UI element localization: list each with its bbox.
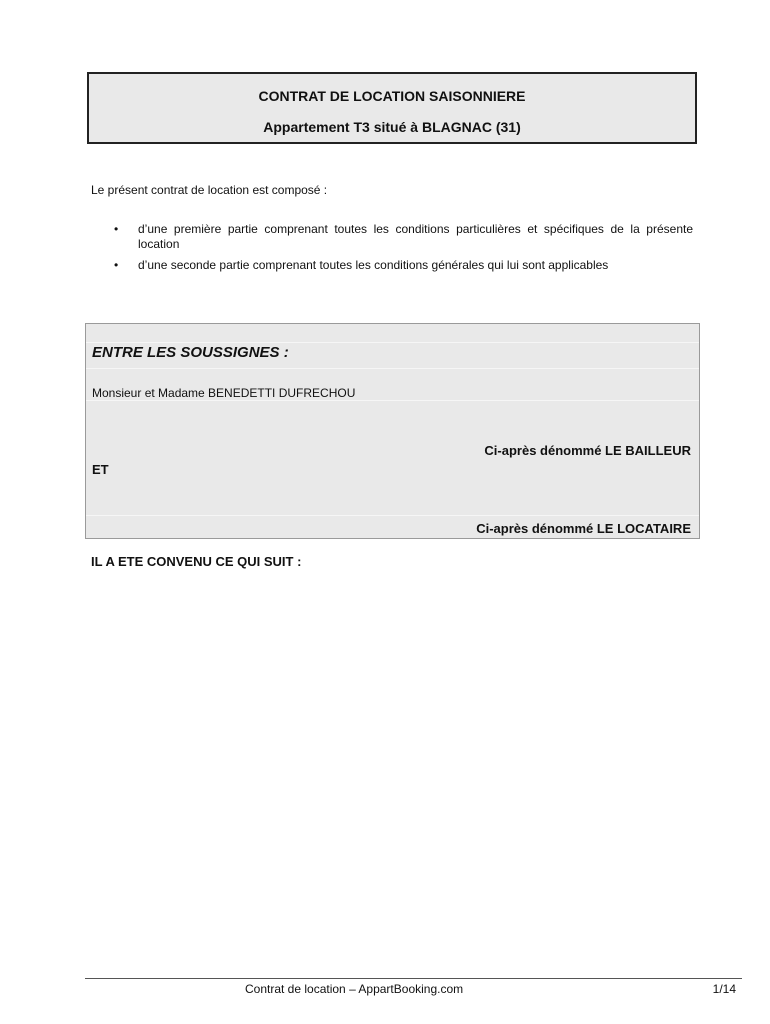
intro-text: Le présent contrat de location est composé : [91,183,328,197]
contract-subtitle: Appartement T3 situé à BLAGNAC (31) [263,119,521,135]
parties-box [85,323,700,539]
bullet-icon: • [114,258,119,272]
composition-list [91,222,693,279]
footer-text: Contrat de location – AppartBooking.com [245,982,464,996]
list-item-text: d’une seconde partie comprenant toutes les conditions générales qui lui sont applicables [138,258,609,272]
bailleur-names: Monsieur et Madame BENEDETTI DUFRECHOU [92,386,356,400]
contract-title: CONTRAT DE LOCATION SAISONNIERE [258,88,526,104]
contract-title-box [87,72,697,144]
parties-heading: ENTRE LES SOUSSIGNES : [92,344,289,361]
bailleur-label: Ci-après dénommé LE BAILLEUR [484,443,691,458]
divider [86,368,699,369]
divider [86,400,699,401]
list-item-text: d’une première partie comprenant toutes les conditions particulières et spécifiques de la présente location [138,222,693,251]
list-item [91,258,693,273]
agreement-heading: IL A ETE CONVENU CE QUI SUIT : [91,554,302,569]
list-item [91,222,693,252]
divider [86,342,699,343]
et-label: ET [92,462,109,477]
divider [86,515,699,516]
page-number: 1/14 [712,982,736,996]
footer-divider [85,978,742,979]
locataire-label: Ci-après dénommé LE LOCATAIRE [476,521,691,536]
bullet-icon: • [114,222,119,236]
